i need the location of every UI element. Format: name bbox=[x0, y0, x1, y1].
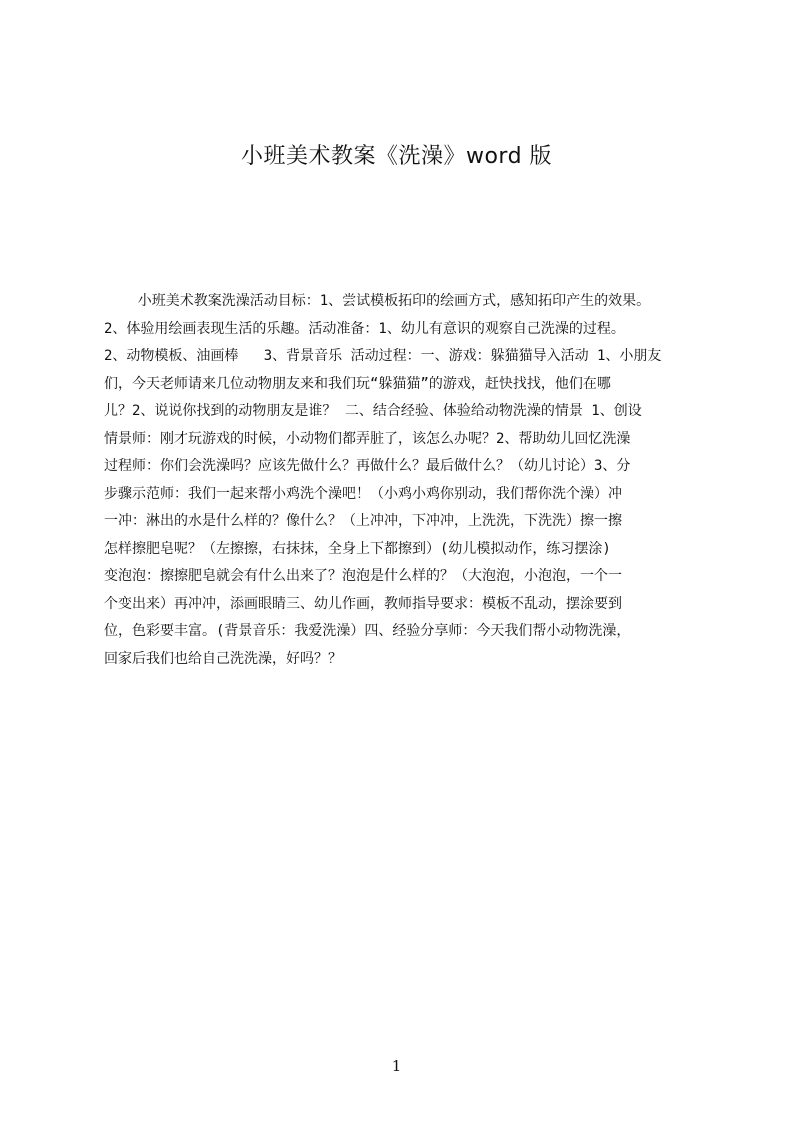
body-line: 位，色彩要丰富。(背景音乐：我爱洗澡）四、经验分享师：今天我们帮小动物洗澡， bbox=[104, 623, 631, 639]
page-number: 1 bbox=[391, 1057, 402, 1075]
document-body bbox=[104, 288, 700, 673]
body-line: 个变出来）再冲冲，添画眼睛三、幼儿作画，教师指导要求：模板不乱动，摆涂要到 bbox=[104, 595, 622, 612]
body-line: 变泡泡：擦擦肥皂就会有什么出来了？泡泡是什么样的？（大泡泡，小泡泡，一个一 bbox=[104, 568, 622, 584]
body-line: 小班美术教案洗澡活动目标：1、尝试模板拓印的绘画方式，感知拓印产生的效果。 bbox=[104, 293, 651, 309]
body-line: 回家后我们也给自己洗洗澡，好吗？？ bbox=[104, 650, 342, 667]
body-line: 一冲：淋出的水是什么样的？像什么？（上冲冲，下冲冲，上洗洗，下洗洗）擦一擦 bbox=[104, 513, 622, 529]
body-line: 步骤示范师：我们一起来帮小鸡洗个澡吧！（小鸡小鸡你别动，我们帮你洗个澡）冲 bbox=[104, 485, 622, 502]
body-line: 2、动物模板、油画棒 3、背景音乐 活动过程：一、游戏：躲猫猫导入活动 1、小朋友 bbox=[104, 348, 662, 364]
body-line: 儿？2、说说你找到的动物朋友是谁？ 二、结合经验、体验给动物洗澡的情景 1、创设 bbox=[104, 403, 642, 419]
body-line: 们，今天老师请来几位动物朋友来和我们玩“躲猫猫”的游戏，赶快找找，他们在哪 bbox=[104, 375, 611, 392]
body-line: 情景师：刚才玩游戏的时候，小动物们都弄脏了，该怎么办呢？2、帮助幼儿回忆洗澡 bbox=[104, 430, 631, 447]
body-line: 2、体验用绘画表现生活的乐趣。活动准备：1、幼儿有意识的观察自己洗澡的过程。 bbox=[104, 320, 625, 337]
body-line: 怎样擦肥皂呢？（左擦擦，右抹抹，全身上下都擦到）(幼儿模拟动作，练习摆涂) bbox=[104, 540, 611, 557]
document-title: 小班美术教案《洗澡》word 版 bbox=[240, 144, 553, 169]
body-line: 过程师：你们会洗澡吗？应该先做什么？再做什么？最后做什么？（幼儿讨论）3、分 bbox=[104, 458, 631, 474]
